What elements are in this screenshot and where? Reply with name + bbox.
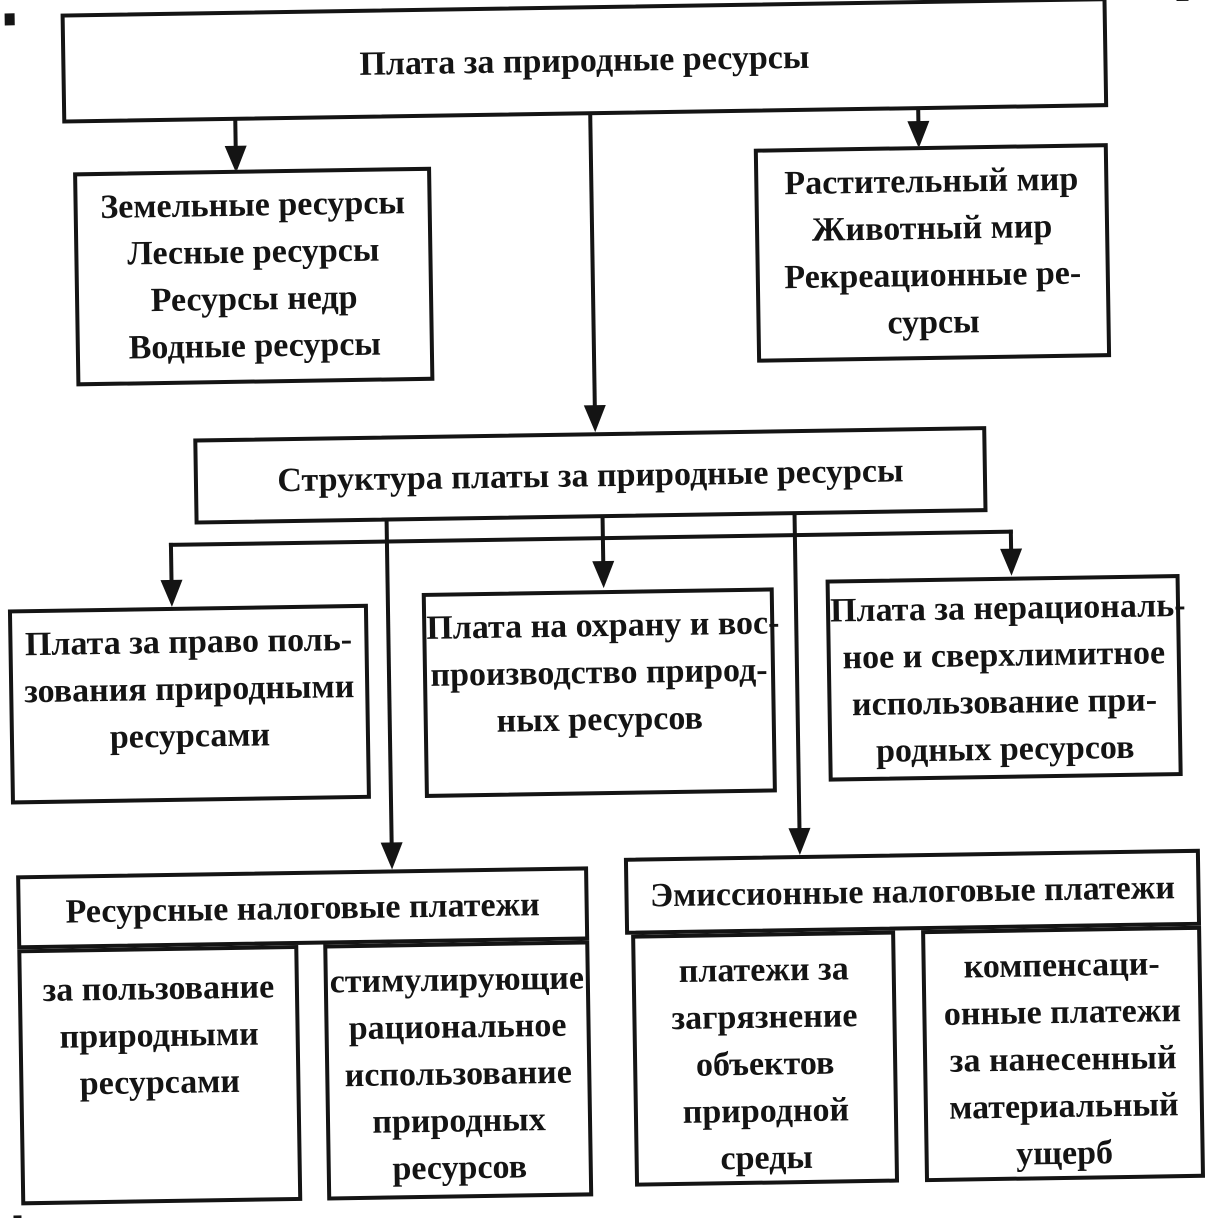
node-resource-use-fee-line-1: за пользование — [42, 968, 275, 1009]
connector-structure-to-protection-arrowhead-icon — [592, 561, 614, 588]
node-irrational-line-2: ное и сверхлимитное — [842, 634, 1166, 677]
node-root-label: Плата за природные ресурсы — [359, 38, 810, 83]
node-stimulating-line-4: природных — [372, 1101, 546, 1141]
node-pollution-fee — [631, 931, 899, 1187]
node-root — [61, 0, 1109, 124]
node-flora-line-4: сурсы — [887, 303, 980, 342]
node-emission-tax-payments — [624, 849, 1201, 935]
node-right-use-line-1: Плата за право поль- — [24, 621, 353, 664]
connector-root-to-structure-line — [588, 112, 597, 408]
node-land-resources — [73, 167, 434, 387]
node-protection-line-1: Плата на охрану и вос- — [425, 604, 780, 647]
node-land-line-4: Водные ресурсы — [128, 325, 382, 367]
node-stimulating-line-1: стимулирующие — [329, 959, 585, 1001]
node-payment-structure-label: Структура платы за природные ресурсы — [277, 451, 904, 499]
node-irrational-line-3: использование при- — [851, 681, 1158, 724]
node-payment-structure — [193, 426, 987, 524]
connector-structure-to-resource-tax-line — [385, 519, 394, 845]
connector-bus-to-irrational-arrowhead-icon — [1000, 549, 1022, 576]
node-flora-line-1: Растительный мир — [784, 160, 1079, 203]
scan-speck — [1176, 0, 1188, 1]
node-compensation-fee-line-5: ущерб — [1015, 1134, 1114, 1173]
node-irrational-line-4: родных ресурсов — [875, 728, 1135, 770]
node-compensation-fee-line-4: материальный — [948, 1086, 1179, 1127]
node-pollution-fee-line-3: объектов — [695, 1044, 835, 1084]
node-resource-use-fee-line-3: ресурсами — [79, 1062, 241, 1103]
node-right-use-line-2: зования природными — [23, 668, 355, 711]
connector-root-to-flora-arrowhead-icon — [907, 121, 929, 148]
connector-structure-to-emission-tax-arrowhead-icon — [788, 828, 810, 855]
connector-bus-to-right-use-arrowhead-icon — [160, 580, 182, 607]
node-land-line-3: Ресурсы недр — [150, 278, 358, 320]
node-land-line-2: Лесные ресурсы — [127, 231, 380, 273]
node-compensation-fee-line-3: за нанесенный — [949, 1039, 1177, 1080]
node-payment-right-of-use — [8, 604, 371, 805]
node-payment-irrational-use — [826, 574, 1186, 782]
connector-structure-to-protection-line — [601, 516, 606, 564]
node-pollution-fee-line-1: платежи за — [678, 950, 849, 990]
node-flora-fauna-resources — [754, 143, 1111, 363]
node-resource-use-fee — [17, 945, 302, 1205]
node-resource-tax-payments — [16, 866, 589, 949]
node-compensation-fee-line-1: компенсаци- — [963, 945, 1160, 986]
node-protection-line-2: производство природ- — [430, 651, 768, 694]
node-compensation-fee-line-2: онные платежи — [943, 992, 1182, 1033]
node-pollution-fee-line-4: природной — [682, 1091, 850, 1131]
connector-structure-to-emission-tax-line — [793, 513, 802, 831]
node-irrational-line-1: Плата за нерациональ- — [829, 586, 1186, 630]
node-pollution-fee-line-2: загрязнение — [671, 997, 858, 1038]
node-resource-tax-label: Ресурсные налоговые платежи — [65, 885, 541, 931]
node-resource-use-fee-line-2: природными — [59, 1015, 259, 1056]
connector-root-to-structure-arrowhead-icon — [584, 405, 606, 432]
connector-structure-bus-line — [169, 530, 1013, 547]
connector-bus-to-right-use-line — [169, 543, 174, 583]
node-pollution-fee-line-5: среды — [720, 1138, 814, 1178]
node-emission-tax-label: Эмиссионные налоговые платежи — [649, 869, 1176, 915]
node-stimulating-payments — [323, 940, 593, 1200]
node-right-use-line-3: ресурсами — [109, 716, 271, 756]
connector-structure-to-resource-tax-arrowhead-icon — [381, 842, 403, 869]
node-flora-line-3: Рекреационные ре- — [784, 254, 1082, 297]
node-stimulating-line-3: использование — [344, 1053, 573, 1095]
node-payment-protection-reproduction — [422, 587, 780, 798]
node-flora-line-2: Животный мир — [811, 208, 1053, 249]
node-protection-line-3: ных ресурсов — [496, 699, 704, 740]
node-land-line-1: Земельные ресурсы — [99, 184, 406, 226]
node-compensation-fee — [921, 926, 1205, 1182]
node-stimulating-line-5: ресурсов — [392, 1148, 528, 1188]
node-stimulating-line-2: рациональное — [348, 1006, 567, 1048]
scan-speck — [5, 13, 15, 25]
